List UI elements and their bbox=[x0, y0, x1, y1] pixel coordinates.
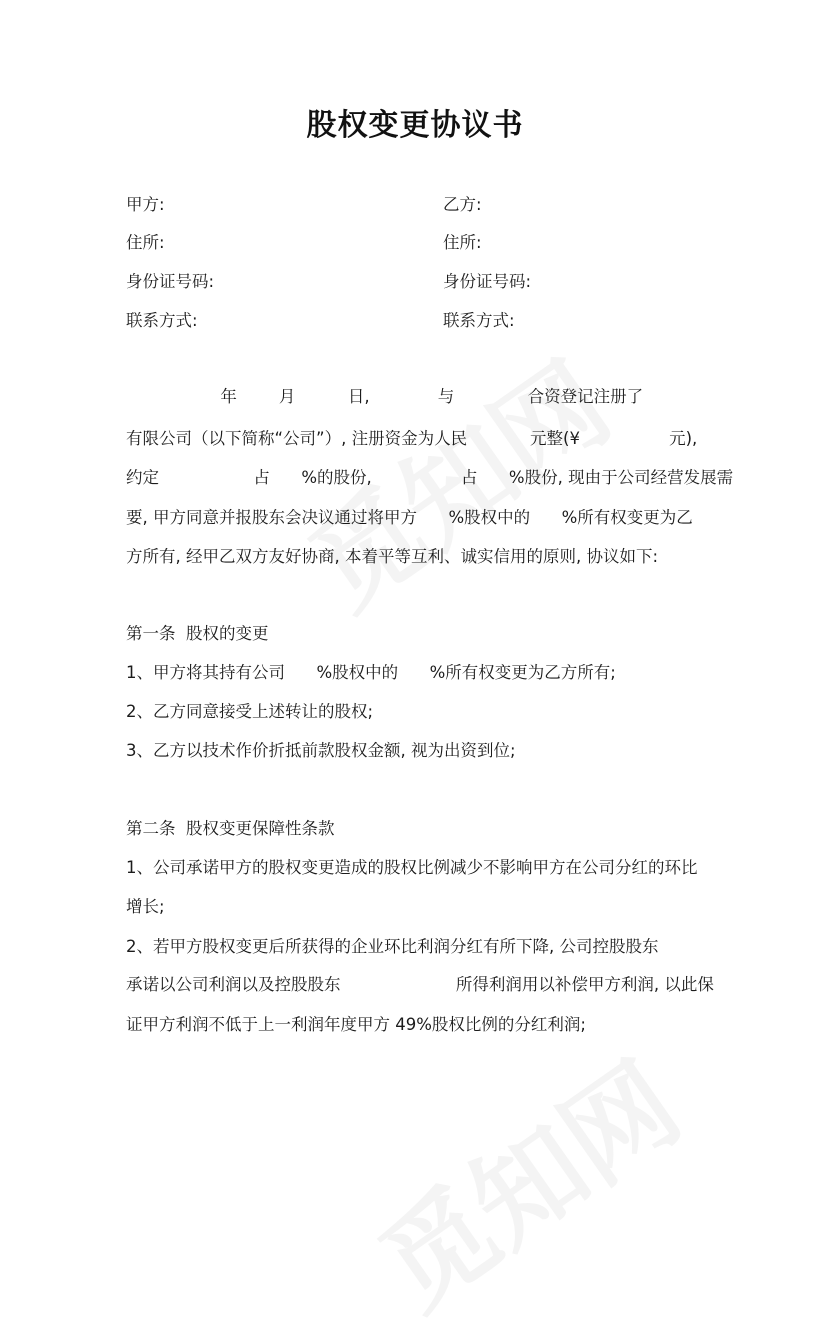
watermark bbox=[345, 1020, 706, 1338]
preamble-line: 年 月 日, 与 合资登记注册了 bbox=[126, 387, 644, 406]
article-2-heading: 第二条 股权变更保障性条款 bbox=[126, 819, 335, 838]
article-1-item-2: 2、乙方同意接受上述转让的股权; bbox=[126, 702, 374, 721]
party-a-id: 身份证号码: bbox=[126, 272, 215, 291]
article-1-item-3: 3、乙方以技术作价折抵前款股权金额, 视为出资到位; bbox=[126, 741, 516, 760]
preamble-line: 有限公司（以下简称“公司”）, 注册资金为人民 元整(¥ 元), bbox=[126, 429, 698, 448]
article-1-heading: 第一条 股权的变更 bbox=[126, 624, 269, 643]
article-2-item-1: 1、公司承诺甲方的股权变更造成的股权比例减少不影响甲方在公司分红的环比 bbox=[126, 858, 698, 877]
article-2-item-2-cont: 证甲方利润不低于上一利润年度甲方 49%股权比例的分红利润; bbox=[126, 1015, 586, 1034]
article-2-item-1-cont: 增长; bbox=[126, 897, 165, 916]
article-1-item-1: 1、甲方将其持有公司 %股权中的 %所有权变更为乙方所有; bbox=[126, 663, 616, 682]
party-b-name: 乙方: bbox=[443, 195, 482, 214]
article-2-item-2-cont: 承诺以公司利润以及控股股东 所得利润用以补偿甲方利润, 以此保 bbox=[126, 975, 714, 994]
party-a-name: 甲方: bbox=[126, 195, 165, 214]
party-a-address: 住所: bbox=[126, 233, 165, 252]
preamble-line: 要, 甲方同意并报股东会决议通过将甲方 %股权中的 %所有权变更为乙 bbox=[126, 508, 693, 527]
article-2-item-2: 2、若甲方股权变更后所获得的企业环比利润分红有所下降, 公司控股股东 bbox=[126, 937, 659, 956]
party-b-id: 身份证号码: bbox=[443, 272, 532, 291]
preamble-line: 方所有, 经甲乙双方友好协商, 本着平等互利、诚实信用的原则, 协议如下: bbox=[126, 547, 659, 566]
party-a-contact: 联系方式: bbox=[126, 311, 198, 330]
document-title: 股权变更协议书 bbox=[306, 108, 524, 143]
party-b-address: 住所: bbox=[443, 233, 482, 252]
preamble-line: 约定 占 %的股份, 占 %股份, 现由于公司经营发展需 bbox=[126, 468, 734, 487]
party-b-contact: 联系方式: bbox=[443, 311, 515, 330]
